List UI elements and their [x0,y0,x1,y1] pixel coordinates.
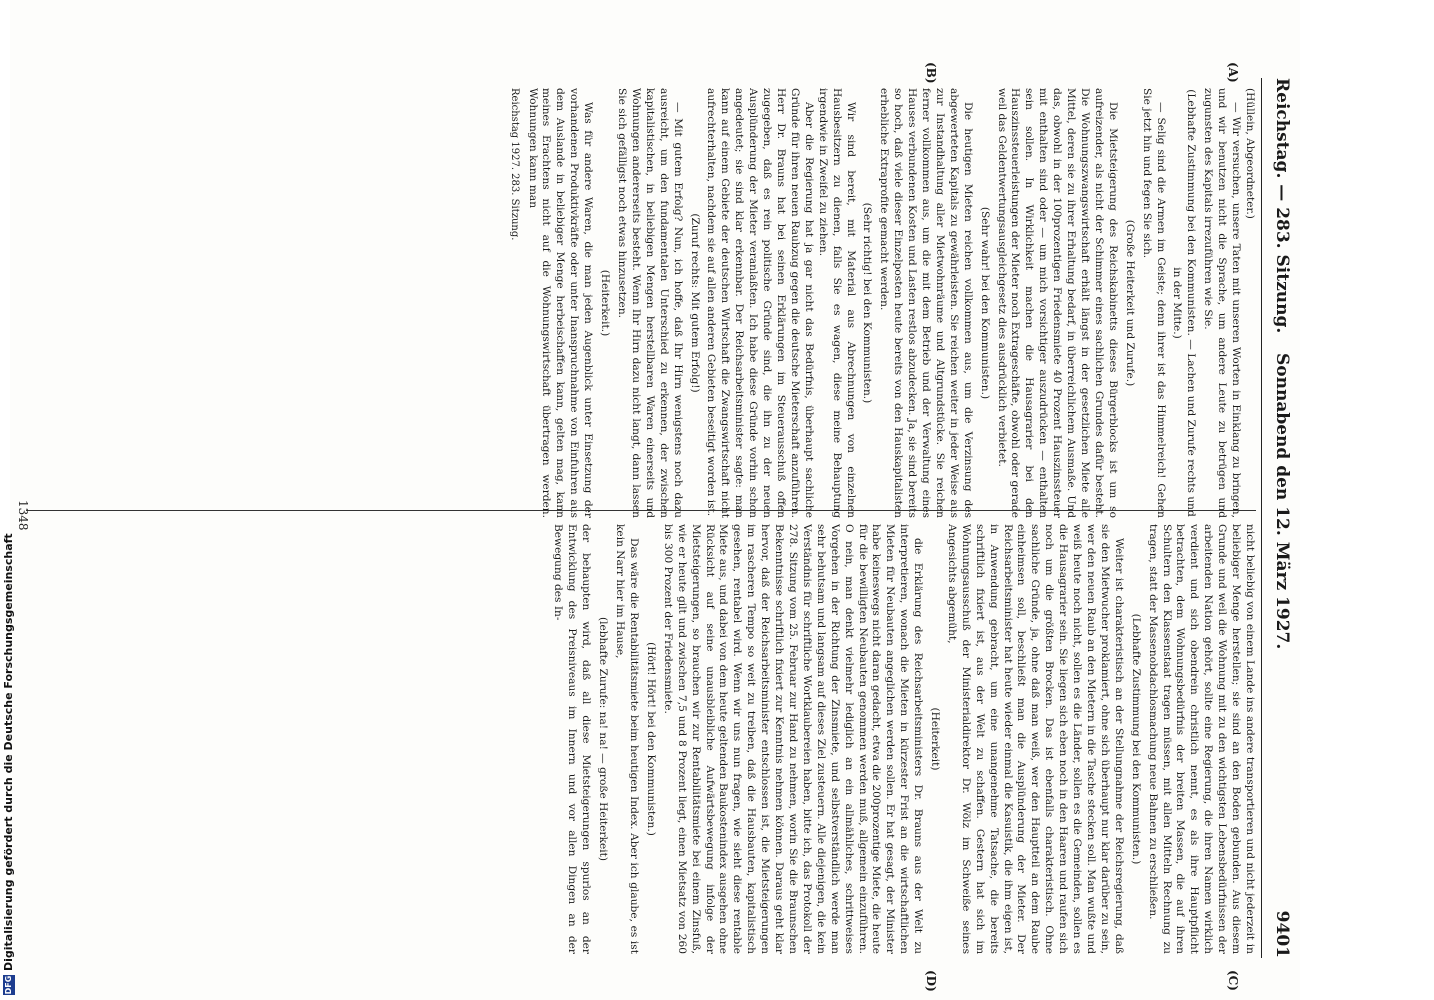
paragraph: — Selig sind die Armen im Geiste; denn ihrer ist das Himmelreich! Gehen Sie jetzt hin und fegen Sie sich. [1140,88,1167,518]
page-header [1260,78,1300,958]
column-divider [26,510,1256,511]
interjection: (Hört! Hört! bei den Kommunisten.) [644,642,657,836]
paragraph: Das wäre die Rentabilitätsmiete beim heutigen Index. Aber ich glaube, es ist kein Narr hier im Hause, [614,524,641,954]
paragraph: Was für andere Waren, die man jeden Augenblick unter Einsetzung der vorhandenen Produktivkräfte oder unter Inanspruchnahme von Einfuhren aus dem Auslande in beliebiger Menge herbeischaffen kann, gelten mag, kann meines Erachtens nicht auf die Wohnungswirtschaft übertragen werden. Wohnungen kann man [526,88,595,518]
paragraph: — Mit gutem Erfolg? Nun, ich hoffe, daß Ihr Hirn wenigstens noch dazu ausreicht, um den fundamentalen Unterschied zu erkennen, der zwischen kapitalistischen, in beliebigen Mengen herstellbaren Waren einerseits und Wohnungen andererseits besteht. Wenn Ihr Hirn dazu nicht langt, dann lassen Sie sich gefälligst noch etwas hinzusetzen. [616,88,684,518]
header-left: Reichstag. — 283. Sitzung. [1272,78,1292,334]
footer-note: Reichstag 1927. 283. Sitzung. [508,88,520,241]
interjection: (Zuruf rechts: Mit gutem Erfolg!) [688,213,701,393]
margin-marker-d: (D) [924,970,938,992]
interjection: (Sehr richtig! bei den Kommunisten.) [861,202,874,404]
margin-marker-a: (A) [1226,62,1240,83]
interjection: (Lebhafte Zustimmung bei den Kommunisten.) [1129,613,1142,865]
scanned-page [10,0,1300,1000]
left-text-column [36,88,1256,518]
paragraph: Aber die Regierung hat ja gar nicht das Bedürfnis, überhaupt sachliche Gründe für ihren neuen Raubzug gegen die deutsche Mieterschaft anzuführen. Herr Dr. Brauns hat bei seinen Erklärungen im Steuerausschuß offen zugegeben, daß es rein politische Gründe sind, die ihn zu der neuen Ausplünderung der Mieter veranlaßten. Ich habe diese Gründe vorhin schon angedeutet; sie sind klar erkennbar. Der Reichsarbeitsminister sagte: man kann auf einem Gebiete der deutschen Wirtschaft die Zwangswirtschaft nicht aufrechterhalten, nachdem sie auf allen anderen Gebieten beseitigt worden ist. [705,88,815,518]
paragraph: (Hüllein, Abgeordneter.) [1244,88,1256,219]
paragraph: die Erklärung des Reichsarbeitsministers Dr. Brauns aus der Welt zu interpretieren, wonach die Mieten in kürzester Frist an die wirtschaftlichen Mieten für Neubauten angeglichen werden sollen. Er hat gesagt, der Minister habe keineswegs nicht daran gedacht, etwa die 200prozentige Miete, die heute für die bewilligten Neubauten genommen werden muß, allgemein einzuführen. O nein, man denkt vielmehr lediglich an ein allmähliches, schrittweises Vorgehen in der Richtung der Zinsmiete, und selbstverständlich werde man sehr behutsam und langsam auf dieses Ziel zusteuern. Alle diejenigen, die kein Verständnis für schriftliche Wortklaubereien haben, bitte ich, das Protokoll der 278. Sitzung vom 25. Februar zur Hand zu nehmen, worin Sie die Braunschen Bekenntnisse schriftlich fixiert zur Kenntnis nehmen können. Daraus geht klar hervor, daß der Reichsarbeitsminister entschlossen ist, die Mietsteigerungen im rascheren Tempo so weit zu treiben, daß die Hausbauten, kapitalistisch gesehen, rentabel wird. Wenn wir uns nun fragen, wie sieht diese rentable Miete aus, und dabei von dem heute geltenden Baukostenindex ausgehen ohne Rücksicht auf seine unausbleibliche Aufwärtsbewegung infolge der Mietsteigerungen, so brauchen wir zur Rentabilitätsmiete bei einem Zinsfuß, wie er heute gilt und zwischen 7,5 und 8 Prozent liegt, einen Mietsatz von 260 bis 300 Prozent der Friedensmiete. [661,524,925,954]
right-text-column [256,524,1256,954]
paragraph: Wir sind bereit, mit Material aus Abrechnungen von einzelnen Hausbesitzern zu dienen, falls Sie es wagen, diese meine Behauptung irgendwie in Zweifel zu ziehen. [816,88,857,518]
paragraph: — Wir versuchen, unsere Taten mit unseren Worten in Einklang zu bringen, und wir benutzen nicht die Sprache, um andere Leute zu betrügen und zugunsten des Kapitals irrezuführen wie Sie. [1202,88,1243,518]
paragraph: Die heutigen Mieten reichen vollkommen aus, um die Verzinsung des abgewerteten Kapitals zu gewährleisten. Sie reichen weiter in jeder Weise aus zur Instandhaltung aller Mietwohnräume und Altgrundstücke. Sie reichen ferner vollkommen aus, um die mit dem Betrieb und der Verwaltung eines Hauses verbundenen Kosten und Lasten restlos abzudecken. Ja, sie sind bereits so hoch, daß viele dieser Einzelposten heute bereits von den Hauskapitalisten erhebliche Extraprofite gemacht werden. [878,88,974,518]
margin-marker-c: (C) [1226,970,1240,991]
paragraph: der behaupten wird, daß all diese Mietsteigerungen spurlos an der Entwicklung des Preisniveaus im Innern und vor allen Dingen an der Bewegung des In- [552,524,593,954]
paragraph: nicht beliebig von einem Lande ins andere transportieren und nicht jederzeit in beliebiger Menge herstellen; sie sind an den Boden gebunden. Aus diesem Grunde und weil die Wohnung mit zu den wichtigsten Lebensbedürfnissen der arbeitenden Nation gehört, sollte eine Regierung, die ihren Namen wirklich verdient und sich obendrein christlich nennt, es als ihre Hauptpflicht betrachten, dem Wohnungsbedürfnis der breiten Massen, die auf ihren Schultern den Klassenstaat tragen müssen, mit allen Mitteln Rechnung zu tragen, statt der Massenobdachlosmachung neue Bahnen zu erschließen. [1146,524,1256,954]
dfg-note-text: Digitalisierung gefördert durch die Deutsche Forschungsgemeinschaft [2,533,15,971]
header-page-number: 9401 [1272,910,1292,958]
interjection: (Große Heiterkeit und Zurufe.) [1123,219,1136,387]
header-date: Sonnabend den 12. März 1927. [1272,353,1292,650]
interjection: (Sehr wahr! bei den Kommunisten.) [978,206,991,400]
interjection: (lebhafte Zurufe: na! na! — große Heiterkeit) [597,616,610,862]
margin-marker-b: (B) [924,62,938,84]
interjection: (Heiterkeit.) [599,269,612,337]
paragraph: Die Mietsteigerung des Reichskabinetts dieses Bürgerblocks ist um so aufreizender, als nicht der Schimmer eines sachlichen Grundes dafür besteht. Die Wohnungszwangswirtschaft erhält längst in der gesetzlichen Miete alle Mittel, deren sie zu ihrer Erhaltung bedarf, in überreichlichem Ausmaße. Und das, obwohl in der 100prozentigen Friedensmiete 40 Prozent Hauszinssteuer mit enthalten sind oder — um mich vorsichtiger auszudrücken — enthalten sein sollen. In Wirklichkeit machen die Hausagrarier bei den Hauszinssteuerleistungen der Mieter noch Extrageschäfte, obwohl oder gerade weil das Geldentwertungsausgleichgesetz dies ausdrücklich verbietet. [995,88,1119,518]
header-rule [1261,78,1262,958]
dfg-funding-note [2,533,15,995]
page-number: 1348 [16,500,30,531]
interjection: (Heiterkeit) [929,707,942,771]
paragraph: Weiter ist charakteristisch an der Stellungnahme der Reichsregierung, daß sie den Mietwucher proklamiert, ohne sich überhaupt nur klar darüber zu sein, wer den neuen Raub an den Mietern in die Tasche stecken soll. Man wußte und weiß heute noch nicht, sollen es die Länder, sollen es die Gemeinden, sollen es die Hausagrarier sein. Sie liegen sich eben noch in den Haaren und raufen sich noch um die größten Brocken. Das ist ebenfalls charakteristisch. Ohne sachliche Gründe, ja, ohne daß man weiß, wer den Hauptteil an dem Raube einheimsen soll, beschließt man die Ausplünderung der Mieter. Der Reichsarbeitsminister hat heute wieder einmal die Kasuistik, die ihm eigen ist, in Anwendung gebracht, um eine unangenehme Tatsache, die bereits schriftlich fixiert ist, aus der Welt zu schaffen. Gestern hat sich im Wohnungsausschuß der Ministerialdirektor Dr. Wölz im Schweiße seines Angesichts abgemüht, [945,524,1125,954]
dfg-logo-icon: DFG [4,975,13,995]
interjection: (Lebhafte Zustimmung bei den Kommunisten. — Lachen und Zurufe rechts und in der Mitte.) [1171,89,1198,517]
